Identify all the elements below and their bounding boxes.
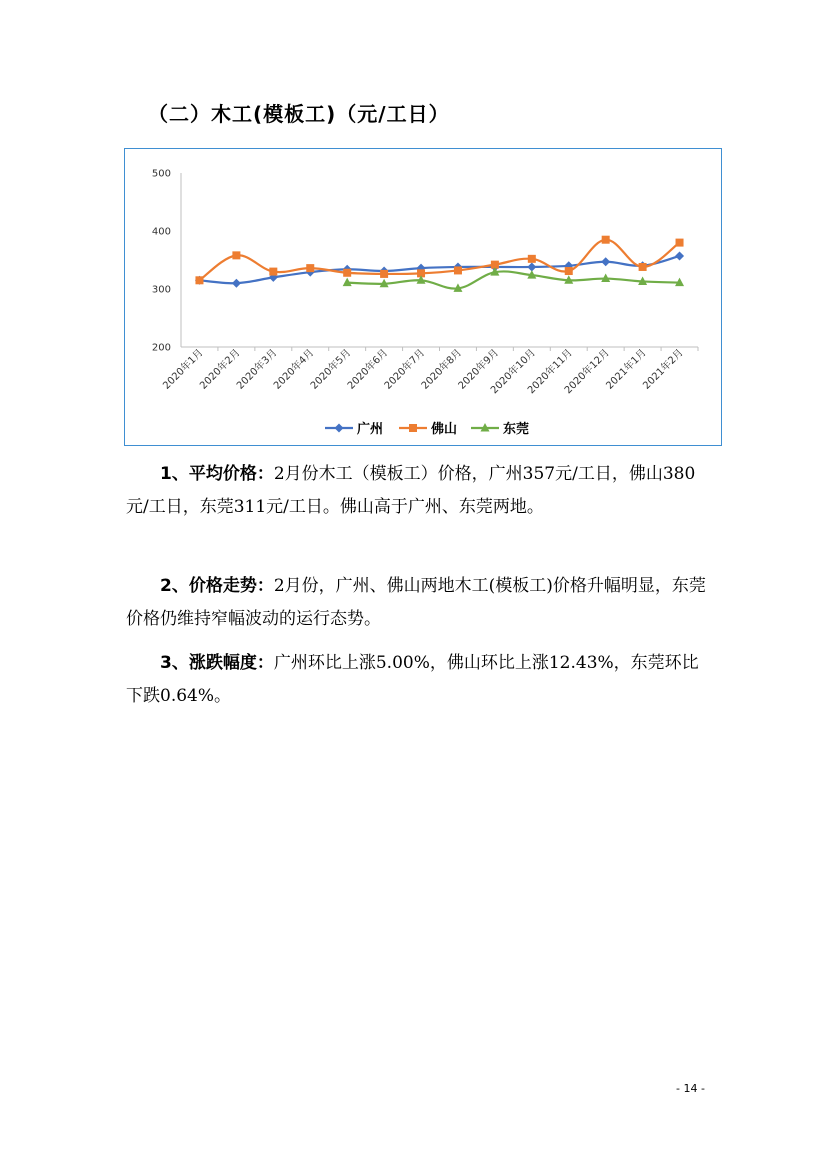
chart-canvas	[125, 149, 723, 447]
paragraph-text: 2月份木工（模板工）价格，广州357元/工日，佛山380元/工日，东莞311元/工日。佛山高于广州、东莞两地。	[126, 464, 696, 517]
series-1-point	[454, 266, 462, 274]
series-0-point	[232, 279, 241, 288]
y-tick-label: 400	[151, 226, 171, 238]
x-tick-label: 2020年3月	[235, 347, 280, 392]
legend-label: 东莞	[503, 422, 530, 437]
line-chart	[124, 148, 722, 446]
page-number: - 14 -	[676, 1082, 705, 1095]
x-tick-label: 2020年1月	[161, 347, 206, 392]
x-tick-label: 2020年5月	[308, 347, 354, 392]
x-tick-label: 2020年11月	[525, 347, 575, 397]
series-0-point	[601, 257, 610, 266]
y-tick-label: 300	[151, 284, 171, 296]
series-1-point	[528, 255, 536, 263]
legend-marker	[409, 424, 417, 432]
series-1-point	[269, 268, 277, 276]
series-1-point	[343, 269, 351, 277]
series-1-point	[232, 251, 240, 259]
x-tick-label: 2021年2月	[641, 347, 686, 392]
x-tick-label: 2021年1月	[604, 347, 649, 392]
legend-label: 广州	[357, 422, 384, 437]
legend-label: 佛山	[431, 422, 458, 437]
paragraph-text: 2月份，广州、佛山两地木工(模板工)价格升幅明显，东莞价格仍维持窄幅波动的运行态势。	[126, 576, 706, 629]
paragraph-average-price	[126, 458, 706, 524]
paragraph-text: 广州环比上涨5.00%，佛山环比上涨12.43%，东莞环比下跌0.64%。	[126, 653, 699, 706]
x-tick-label: 2020年10月	[489, 347, 538, 397]
series-1-point	[380, 270, 388, 278]
paragraph-price-trend	[126, 570, 706, 636]
x-tick-label: 2020年2月	[198, 347, 243, 392]
y-tick-label: 500	[151, 168, 171, 180]
x-tick-label: 2020年8月	[419, 347, 465, 392]
series-1-point	[306, 264, 314, 272]
series-1-point	[195, 276, 203, 284]
paragraph-label: 1、平均价格：	[160, 464, 274, 484]
y-tick-label: 200	[151, 342, 171, 354]
series-1-point	[676, 239, 684, 247]
paragraph-label: 3、涨跌幅度：	[160, 653, 274, 673]
section-heading: （二）木工(模板工)（元/工日）	[148, 102, 450, 126]
series-1-point	[602, 236, 610, 244]
x-tick-label: 2020年12月	[562, 347, 612, 397]
x-tick-label: 2020年4月	[271, 347, 317, 392]
x-tick-label: 2020年6月	[345, 347, 391, 392]
legend-marker	[335, 424, 344, 433]
series-1-point	[565, 267, 573, 275]
x-tick-label: 2020年9月	[456, 347, 502, 392]
paragraph-change-rate	[126, 647, 706, 713]
series-0-point	[675, 251, 684, 260]
x-tick-label: 2020年7月	[382, 347, 428, 392]
paragraph-label: 2、价格走势：	[160, 576, 274, 596]
series-1-point	[639, 263, 647, 271]
